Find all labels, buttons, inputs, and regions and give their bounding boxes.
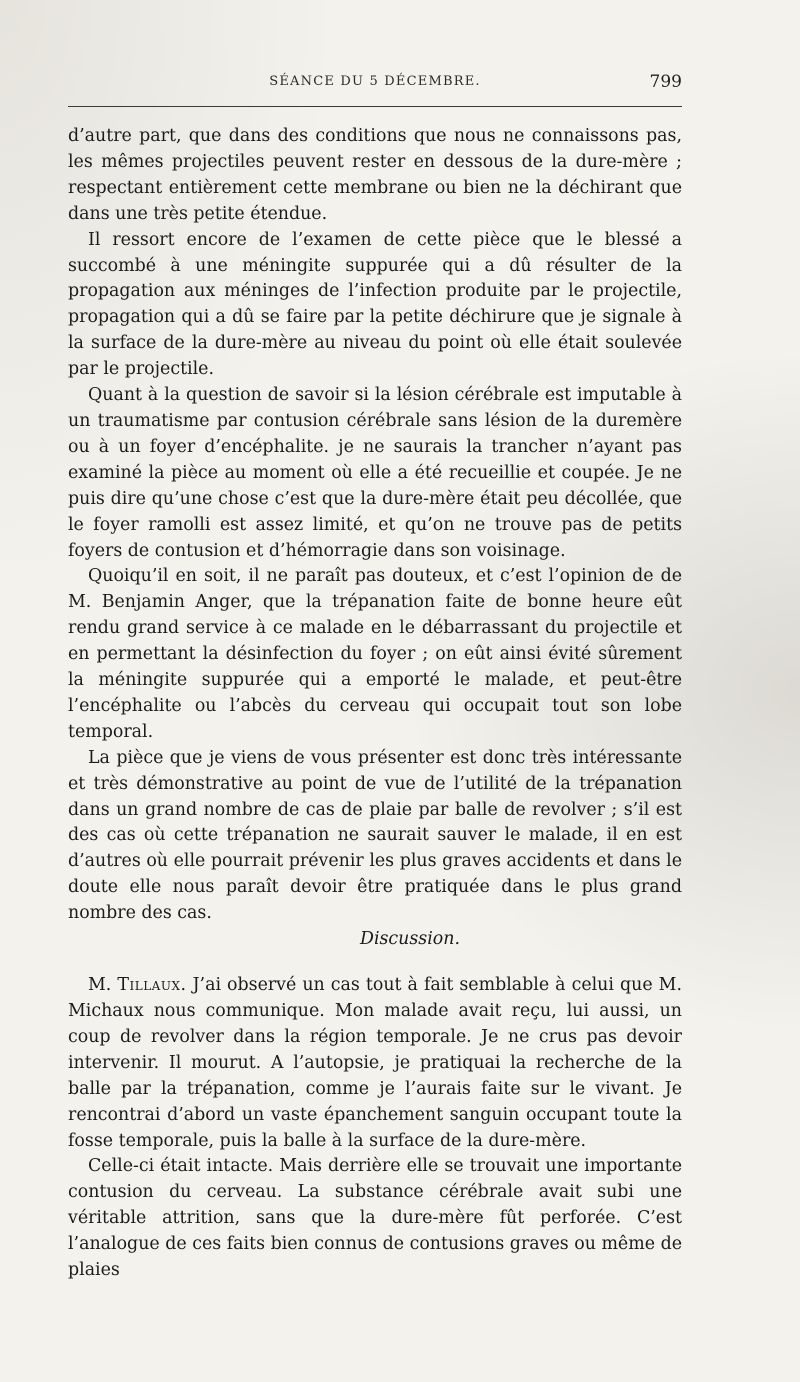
paragraph: La pièce que je viens de vous présenter est donc très intéressante et très démonstrative au point de vue de l’utilité de la trépanation dans un grand nombre de cas de plaie par balle de revolver ; s’il est des cas où cette trépanation ne saurait sauver le malade, il en est d’autres où elle pourrait prévenir les plus graves accidents et dans le doute elle nous paraît devoir être pratiquée dans le plus grand nombre des cas. bbox=[68, 747, 682, 924]
speaker-name: Tillaux. bbox=[117, 975, 187, 996]
speaker-paragraph bbox=[68, 973, 682, 1154]
paragraph: Celle-ci était intacte. Mais derrière elle se trouvait une importante contusion du cerveau. La substance cérébrale avait subi une véritable attrition, sans que la dure-mère fût perforée. C’est l’analogue de ces faits bien connus de contusions graves ou même de plaies bbox=[68, 1156, 682, 1281]
page-number: 799 bbox=[649, 72, 682, 92]
running-head: SÉANCE DU 5 DÉCEMBRE. bbox=[269, 74, 481, 89]
speaker-prefix: M. bbox=[88, 975, 112, 996]
speaker-text: J’ai observé un cas tout à fait semblable à celui que M. Michaux nous communique. Mon malade avait reçu, lui aussi, un coup de revolver dans la région temporale. Je ne crus pas devoir intervenir. Il mourut. A l’autopsie, je pratiquai la recherche de la balle par la trépanation, comme je l’aurais faite sur le vivant. Je rencontrai d’abord un vaste épanchement sanguin occupant toute la fosse temporale, puis la balle à la surface de la dure-mère. bbox=[68, 975, 682, 1151]
page-header bbox=[68, 74, 682, 100]
paragraph: Quoiqu’il en soit, il ne paraît pas douteux, et c’est l’opinion de de M. Benjamin Anger, que la trépanation faite de bonne heure eût rendu grand service à ce malade en le débarrassant du projectile et en permettant la désinfection du foyer ; on eût ainsi évité sûrement la méningite suppurée qui a emporté le malade, et peut-être l’encéphalite ou l’abcès du cerveau qui occupait tout son lobe temporal. bbox=[68, 566, 682, 742]
section-title: Discussion. bbox=[360, 929, 460, 950]
body-text bbox=[68, 124, 682, 1284]
paragraph: Quant à la question de savoir si la lésion cérébrale est imputable à un traumatisme par contusion cérébrale sans lésion de la duremère ou à un foyer d’encéphalite. je ne saurais la trancher n’ayant pas examiné la pièce au moment où elle a été recueillie et coupée. Je ne puis dire qu’une chose c’est que la dure-mère était peu décollée, que le foyer ramolli est assez limité, et qu’on ne trouve pas de petits foyers de contusion et d’hémorragie dans son voisinage. bbox=[68, 385, 682, 561]
paragraph: d’autre part, que dans des conditions que nous ne connaissons pas, les mêmes projectiles peuvent rester en dessous de la dure-mère ; respectant entièrement cette membrane ou bien ne la déchirant que dans une très petite étendue. bbox=[68, 126, 682, 224]
paragraph: Il ressort encore de l’examen de cette pièce que le blessé a succombé à une méningite suppurée qui a dû résulter de la propagation aux méninges de l’infection produite par le projectile, propagation qui a dû se faire par la petite déchirure que je signale à la surface de la dure-mère au niveau du point où elle était soulevée par le projectile. bbox=[68, 229, 682, 380]
header-rule bbox=[68, 106, 682, 107]
